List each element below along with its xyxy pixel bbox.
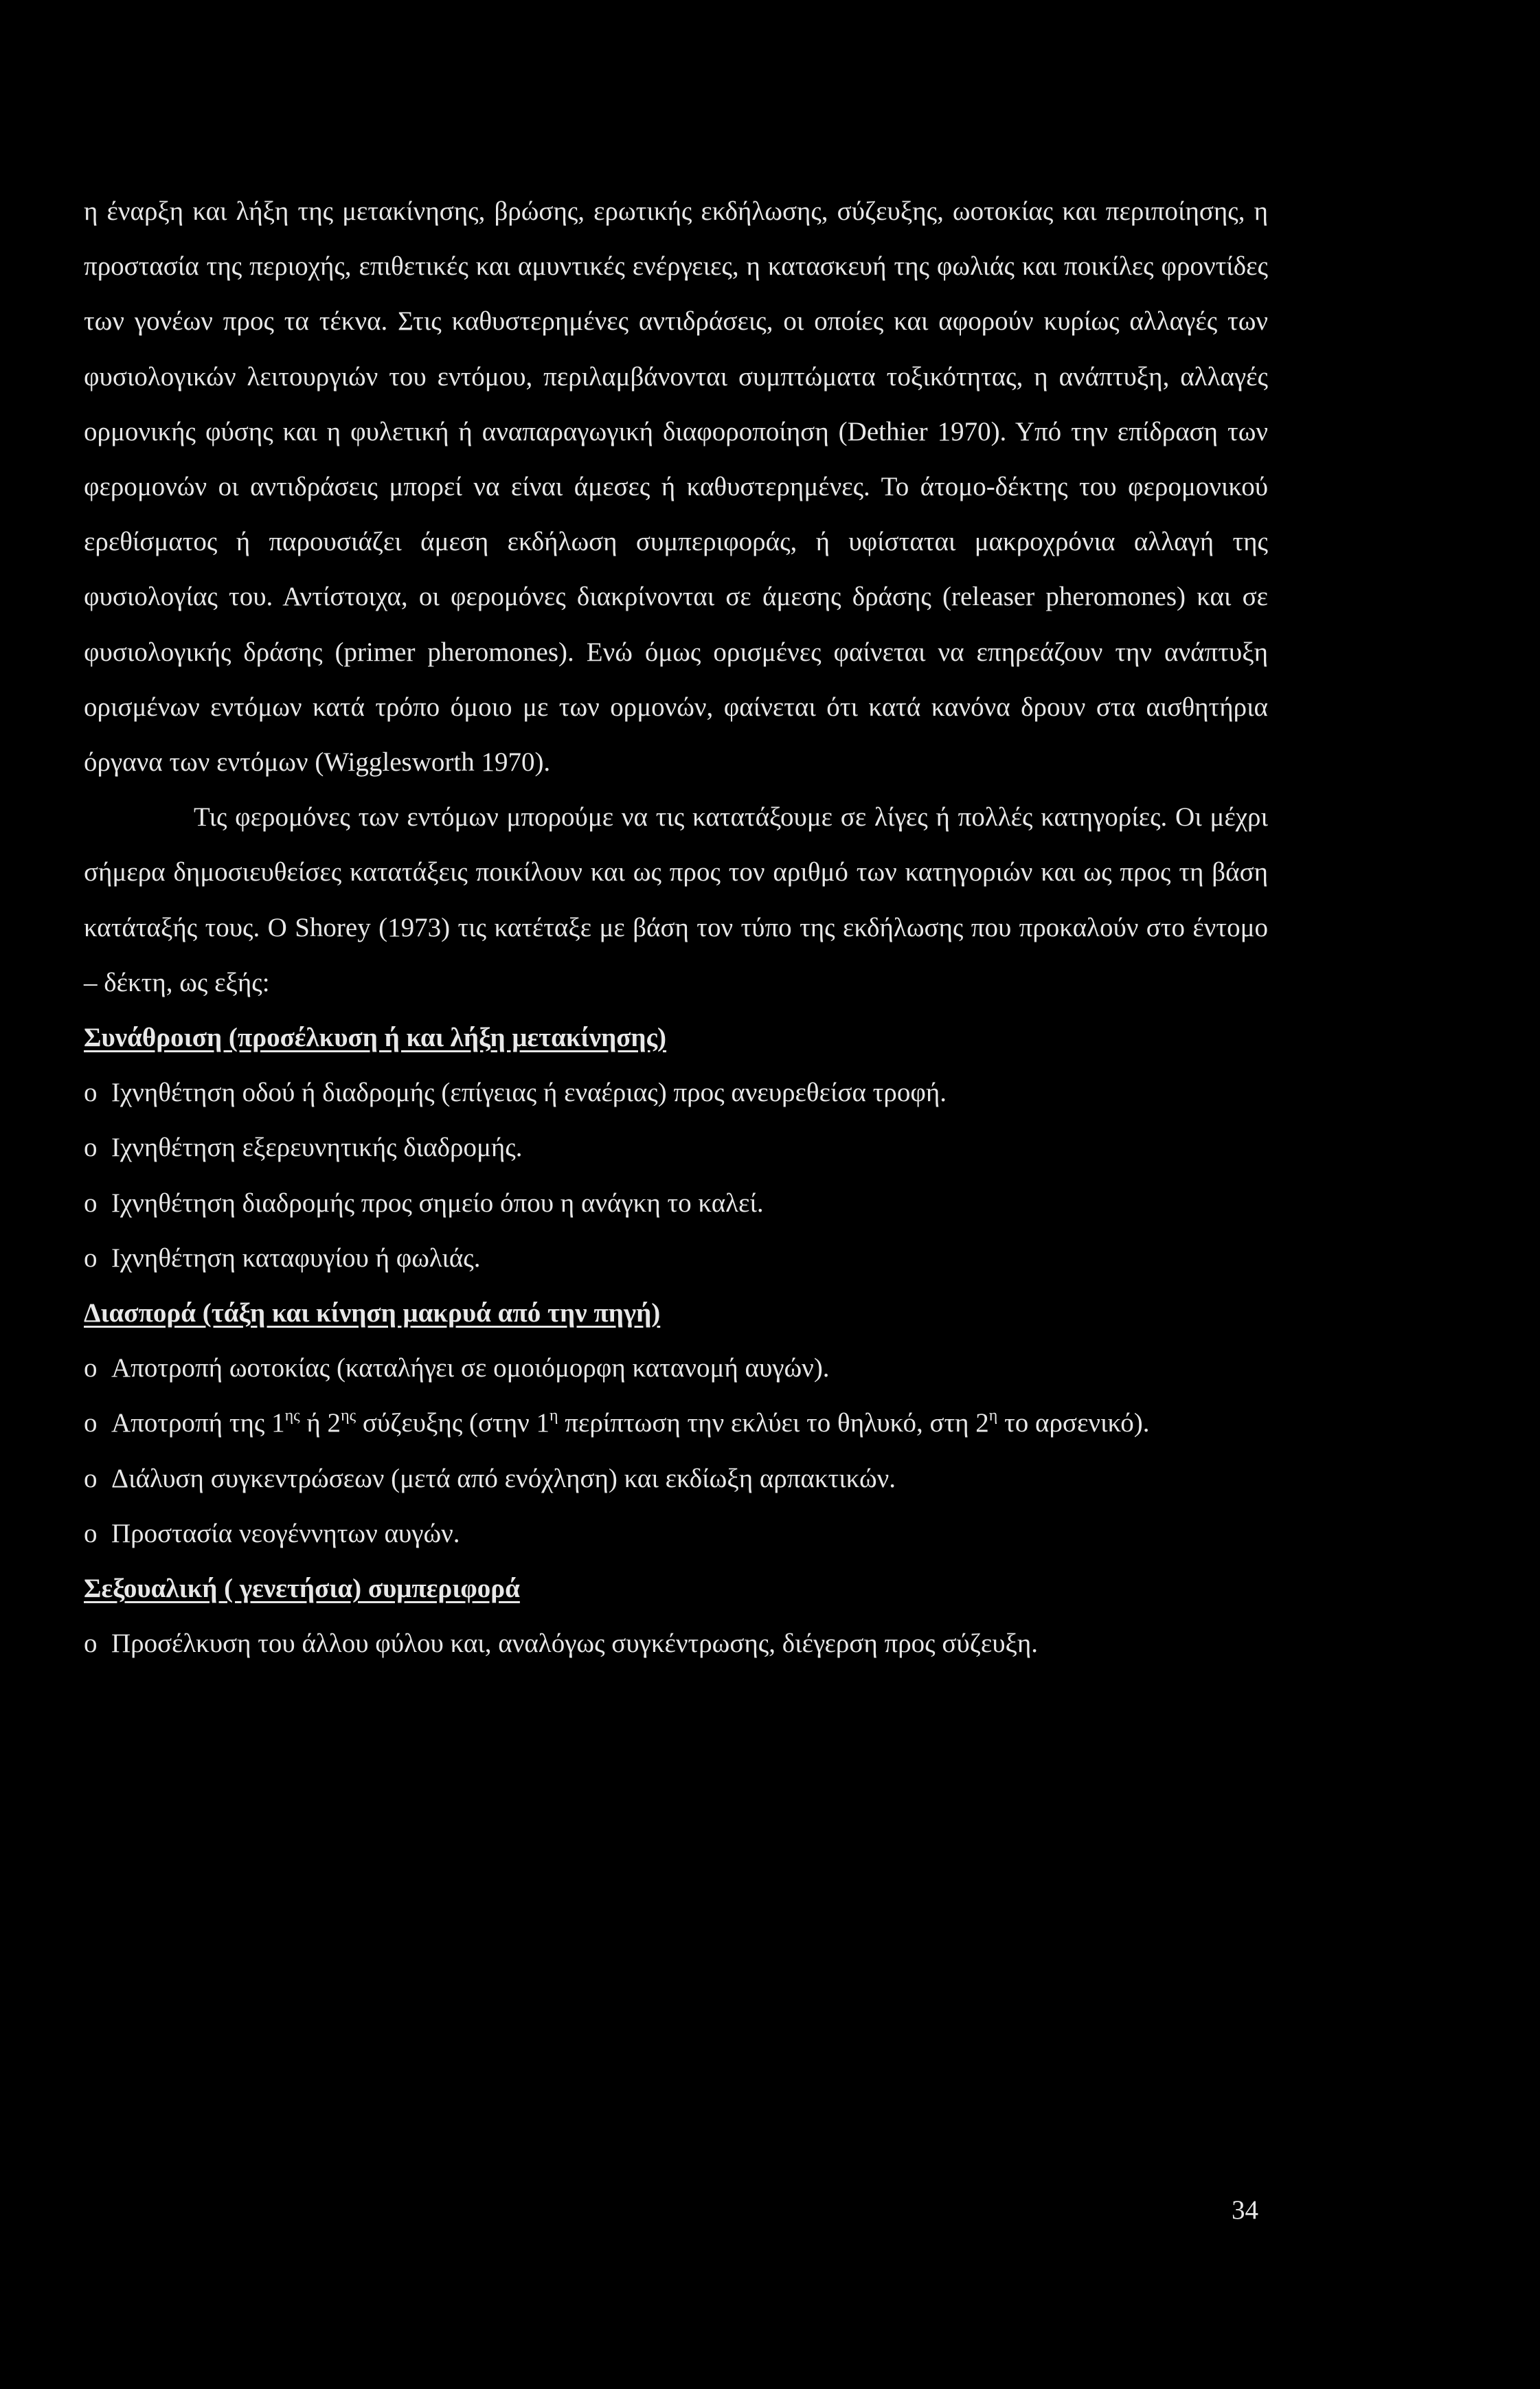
- list-item: [84, 1065, 1268, 1120]
- list-item-text: Αποτροπή της $1^{\eta\varsigma}$ ή $2^{\eta\varsigma}$ σύζευξης (στην $1^\eta$ περίπτωση την εκλύει το θηλυκό, στη $2^\eta$ το αρσενικό).: [111, 1407, 1150, 1438]
- list-item: [84, 1396, 1268, 1451]
- list-item-text: Αποτροπή ωοτοκίας (καταλήγει σε ομοιόμορφη κατανομή αυγών).: [111, 1353, 830, 1383]
- list-item-text: Ιχνηθέτηση εξερευνητικής διαδρομής.: [111, 1133, 523, 1163]
- document-page: [84, 184, 1268, 1671]
- bullet-marker: ο: [84, 1408, 98, 1438]
- list-item: [84, 1451, 1268, 1506]
- section-heading: Συνάθροιση (προσέλκυση ή και λήξη μετακίνησης): [84, 1023, 667, 1053]
- body-paragraph-2: Τις φερομόνες των εντόμων μπορούμε να τις κατατάξουμε σε λίγες ή πολλές κατηγορίες. Οι μέχρι σήμερα δημοσιευθείσες κατατάξεις ποικίλουν και ως προς τον αριθμό των κατηγοριών και ως προς τη βάση κατάταξής τους. Ο Shorey (1973) τις κατέταξε με βάση τον τύπο της εκδήλωσης που προκαλούν στο έντομο – δέκτη, ως εξής:: [84, 802, 1268, 997]
- bullet-marker: ο: [84, 1133, 98, 1163]
- section-sexual-behavior: [84, 1561, 1268, 1671]
- bullet-marker: ο: [84, 1188, 98, 1218]
- list-item-text: Προστασία νεογέννητων αυγών.: [111, 1518, 460, 1548]
- list-item: [84, 1341, 1268, 1396]
- list-item-text: Προσέλκυση του άλλου φύλου και, αναλόγως συγκέντρωσης, διέγερση προς σύζευξη.: [111, 1629, 1039, 1659]
- list-item-text: Ιχνηθέτηση διαδρομής προς σημείο όπου η ανάγκη το καλεί.: [111, 1188, 764, 1218]
- bullet-marker: ο: [84, 1518, 98, 1548]
- bullet-marker: ο: [84, 1629, 98, 1659]
- bullet-marker: ο: [84, 1463, 98, 1493]
- bullet-marker: ο: [84, 1243, 98, 1273]
- bullet-marker: ο: [84, 1353, 98, 1383]
- section-heading: Διασπορά (τάξη και κίνηση μακρυά από την πηγή): [84, 1298, 661, 1328]
- body-paragraph-1: η έναρξη και λήξη της μετακίνησης, βρώσης, ερωτικής εκδήλωσης, σύζευξης, ωοτοκίας και περιποίησης, η προστασία της περιοχής, επιθετικές και αμυντικές ενέργειες, η κατασκευή της φωλιάς και ποικίλες φροντίδες των γονέων προς τα τέκνα. Στις καθυστερημένες αντιδράσεις, οι οποίες και αφορούν κυρίως αλλαγές των φυσιολογικών λειτουργιών του εντόμου, περιλαμβάνονται συμπτώματα τοξικότητας, η ανάπτυξη, αλλαγές ορμονικής φύσης και η φυλετική ή αναπαραγωγική διαφοροποίηση (Dethier 1970). Υπό την επίδραση των φερομονών οι αντιδράσεις μπορεί να είναι άμεσες ή καθυστερημένες. Το άτομο-δέκτης του φερομονικού ερεθίσματος ή παρουσιάζει άμεση εκδήλωση συμπεριφοράς, ή υφίσταται μακροχρόνια αλλαγή της φυσιολογίας του. Αντίστοιχα, οι φερομόνες διακρίνονται σε άμεσης δράσης (releaser pheromones) και σε φυσιολογικής δράσης (primer pheromones). Ενώ όμως ορισμένες φαίνεται να επηρεάζουν την ανάπτυξη ορισμένων εντόμων κατά τρόπο όμοιο με των ορμονών, φαίνεται ότι κατά κανόνα δρουν στα αισθητήρια όργανα των εντόμων (Wigglesworth 1970).: [84, 196, 1268, 778]
- list-item: [84, 1176, 1268, 1231]
- section-aggregation: [84, 1010, 1268, 1286]
- list-item: [84, 1616, 1268, 1671]
- list-item-text: Ιχνηθέτηση οδού ή διαδρομής (επίγειας ή εναέριας) προς ανευρεθείσα τροφή.: [111, 1078, 947, 1108]
- list-item-text: Ιχνηθέτηση καταφυγίου ή φωλιάς.: [111, 1243, 481, 1273]
- list-item: [84, 1231, 1268, 1286]
- list-item: [84, 1506, 1268, 1561]
- list-item: [84, 1120, 1268, 1175]
- bullet-marker: ο: [84, 1078, 98, 1108]
- section-dispersal: [84, 1286, 1268, 1561]
- list-item-text: Διάλυση συγκεντρώσεων (μετά από ενόχληση) και εκδίωξη αρπακτικών.: [111, 1463, 896, 1493]
- section-heading: Σεξουαλική ( γενετήσια) συμπεριφορά: [84, 1574, 520, 1604]
- page-number: 34: [1232, 2195, 1258, 2225]
